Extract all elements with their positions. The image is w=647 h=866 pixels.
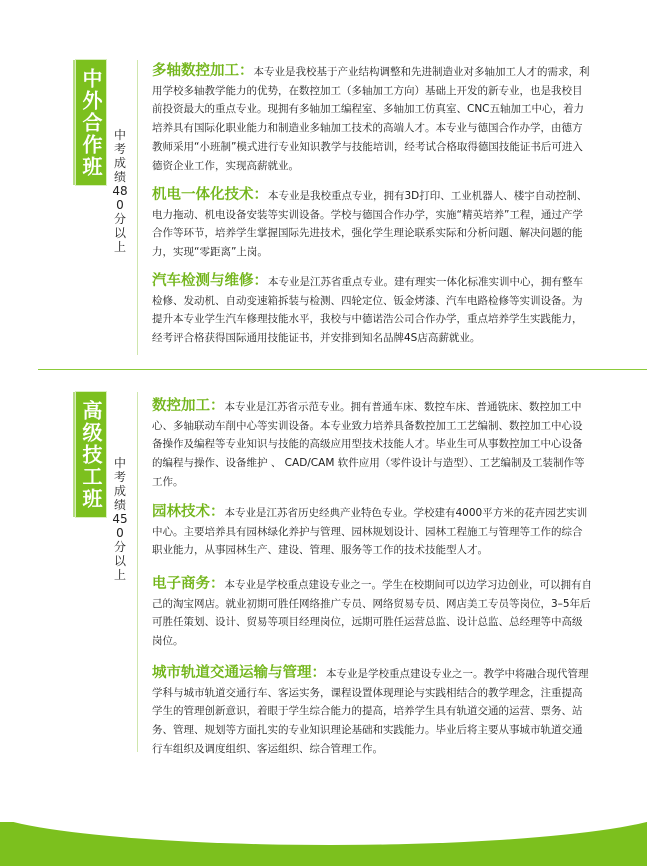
score-requirement: 中考成绩480分以上 [112, 128, 128, 254]
program-title: 城市轨道交通运输与管理： [152, 665, 326, 681]
section-rule [137, 60, 138, 355]
program-entry [152, 186, 592, 262]
program-title: 园林技术： [152, 504, 225, 520]
program-description: 本专业是学校重点建设专业之一。学生在校期间可以边学习边创业，可以拥有自己的淘宝网店。就业初期可胜任网络推广专员、网络贸易专员、网店美工专员等岗位，3–5年后可胜任策划、设计、贸易等项目经理岗位，远期可胜任运营总监、设计总监、总经理等中高级岗位。 [152, 579, 592, 648]
program-entry [152, 503, 592, 560]
program-description: 本专业是学校重点建设专业之一。教学中将融合现代管理学科与城市轨道交通行车、客运实务，课程设置体现理论与实践相结合的教学理念，注重提高学生的管理创新意识，着眼于学生综合能力的提高，培养学生具有轨道交通的运营、票务、站务、管理、规划等方面扎实的专业知识理论基础和实践能力。毕业后将主要从事城市轨道交通行车组织及调度组织、客运组织、综合管理工作。 [152, 668, 589, 755]
program-entry [152, 397, 592, 492]
class-badge-advanced-technician: 高级技工班 [76, 392, 106, 517]
program-description: 本专业是江苏省重点专业。建有理实一体化标准实训中心，拥有整车检修、发动机、自动变速箱拆装与检测、四轮定位、钣金烤漆、汽车电路检修等实训设备。为提升本专业学生汽车修理技能水平，我校与中德诺浩公司合作办学，重点培养学生实践能力，经考评合格获得国际通用技能证书，并安排到知名品牌4S店高薪就业。 [152, 276, 583, 345]
program-title: 多轴数控加工： [152, 63, 254, 79]
badge-accent-line [73, 60, 75, 185]
program-title: 电子商务： [152, 576, 225, 592]
section-divider [38, 369, 647, 370]
program-description: 本专业是我校重点专业，拥有3D打印、工业机器人、楼宇自动控制、电力拖动、机电设备安装等实训设备。学校与德国合作办学，实施“精英培养”工程，通过产学合作等环节，培养学生掌握国际先进技术，强化学生理论联系实际和分析问题、解决问题的能力，实现“零距离”上岗。 [152, 190, 588, 259]
program-title: 汽车检测与维修： [152, 273, 268, 289]
program-description: 本专业是江苏省示范专业。拥有普通车床、数控车床、普通铣床、数控加工中心、多轴联动车削中心等实训设备。本专业致力培养具备数控加工工艺编制、数控加工中心设备操作及编程等专业知识与技能的高级应用型技术技能人才。毕业生可从事数控加工中心设备的编程与操作、设备维护 、 CAD/CAM 软件应用（零件设计与造型）、工艺编制及工装制作等工作。 [152, 401, 585, 488]
section-rule [137, 392, 138, 752]
program-entry [152, 62, 592, 175]
program-title: 数控加工： [152, 398, 225, 414]
program-entry [152, 575, 592, 651]
program-entry [152, 272, 592, 348]
program-title: 机电一体化技术： [152, 187, 268, 203]
program-entry [152, 664, 592, 759]
program-description: 本专业是我校基于产业结构调整和先进制造业对多轴加工人才的需求，利用学校多轴教学能力的优势，在数控加工（多轴加工方向）基础上开发的新专业，也是我校目前投资最大的重点专业。现拥有多轴加工编程室、多轴加工仿真室、CNC五轴加工中心，着力培养具有国际化职业能力和制造业多轴加工技术的高端人才。本专业与德国合作办学，由德方教师采用“小班制”模式进行专业知识教学与技能培训，经考试合格取得德国技能证书后可进入德资企业工作，实现高薪就业。 [152, 66, 590, 172]
class-badge-sino-foreign: 中外合作班 [76, 60, 106, 185]
score-requirement: 中考成绩450分以上 [112, 456, 128, 582]
program-description: 本专业是江苏省历史经典产业特色专业。学校建有4000平方米的花卉园艺实训中心。主要培养具有园林绿化养护与管理、园林规划设计、园林工程施工与管理等工作的综合职业能力，从事园林生产、建设、管理、服务等工作的技术技能型人才。 [152, 507, 588, 557]
badge-accent-line [73, 392, 75, 517]
